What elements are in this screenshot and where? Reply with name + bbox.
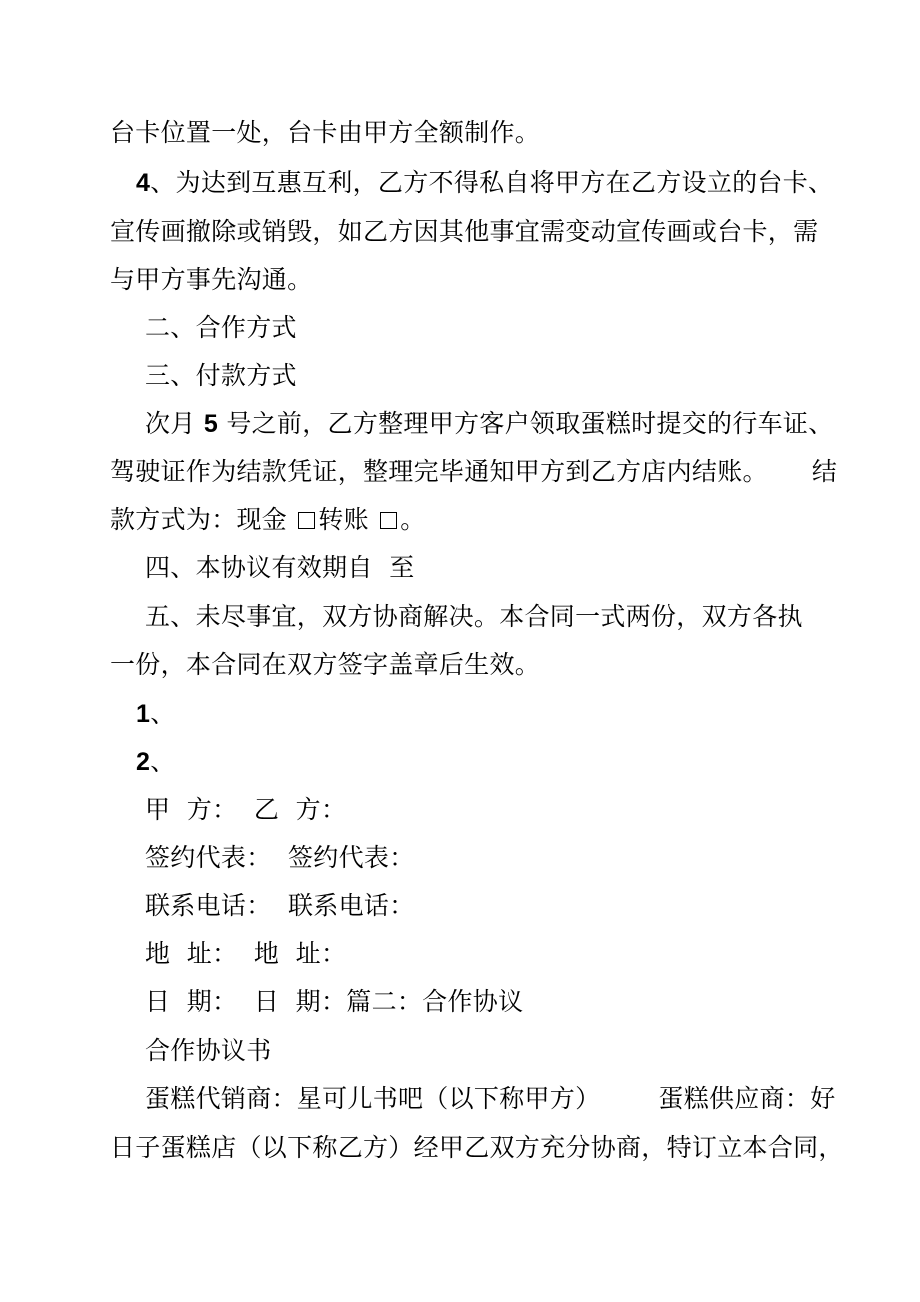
line-text: 结 xyxy=(811,457,838,486)
list-number: 1 xyxy=(136,700,151,728)
line-text: 与甲方事先沟通。 xyxy=(110,265,313,294)
line-text: 蛋糕代销商：星可儿书吧（以下称甲方） xyxy=(145,1084,601,1113)
signature-party-line xyxy=(145,793,346,827)
list-item-2 xyxy=(136,745,176,779)
line-text: 合作协议书 xyxy=(145,1036,272,1065)
cash-checkbox[interactable] xyxy=(298,512,315,529)
line-text: 地 址： 地 址： xyxy=(145,939,347,968)
line-text: 台卡位置一处，台卡由甲方全额制作。 xyxy=(110,118,541,147)
transfer-label: 转账 xyxy=(318,505,369,534)
line-text: 联系电话： 联系电话： xyxy=(145,891,415,920)
signature-representative-line xyxy=(145,841,415,875)
list-item-1 xyxy=(136,697,176,731)
paragraph-line-1 xyxy=(110,116,540,150)
parties-line-2 xyxy=(110,1131,844,1165)
section-heading-payment-method xyxy=(145,359,297,393)
clause-4-line-3 xyxy=(110,263,312,297)
section-heading-validity xyxy=(145,551,415,585)
section-heading-cooperation-method xyxy=(145,311,297,345)
day-number: 5 xyxy=(203,410,219,438)
line-text: 四、本协议有效期自 至 xyxy=(145,553,415,582)
clause-4-line-2 xyxy=(110,215,818,249)
line-text: 宣传画撤除或销毁，如乙方因其他事宜需变动宣传画或台卡，需 xyxy=(110,217,819,246)
payment-line-3 xyxy=(110,503,426,537)
payment-line-2 xyxy=(110,455,837,489)
line-text: 、 xyxy=(150,699,176,728)
line-text: 三、付款方式 xyxy=(145,361,297,390)
line-text: 号之前，乙方整理甲方客户领取蛋糕时提交的行车证、 xyxy=(226,409,834,438)
payment-line-1 xyxy=(145,407,834,441)
line-text: 签约代表： 签约代表： xyxy=(145,843,415,872)
line-text: 款方式为：现金 xyxy=(110,505,288,534)
line-text: 驾驶证作为结款凭证，整理完毕通知甲方到乙方店内结账。 xyxy=(110,457,768,486)
agreement-title xyxy=(145,1034,272,1068)
line-text: 二、合作方式 xyxy=(145,313,297,342)
line-text: 日 期： 日 期：篇二：合作协议 xyxy=(145,987,524,1016)
signature-date-line xyxy=(145,985,523,1019)
section-5-line-1 xyxy=(145,600,803,634)
parties-line-1 xyxy=(145,1082,836,1116)
line-text: 一份，本合同在双方签字盖章后生效。 xyxy=(110,650,541,679)
signature-address-line xyxy=(145,937,346,971)
transfer-checkbox[interactable] xyxy=(380,512,397,529)
line-text: 甲 方： 乙 方： xyxy=(145,795,347,824)
clause-4-line-1 xyxy=(136,166,833,200)
clause-number: 4 xyxy=(136,169,151,197)
line-text: 。 xyxy=(400,505,426,534)
list-number: 2 xyxy=(136,748,151,776)
signature-phone-line xyxy=(145,889,415,923)
line-text: 五、未尽事宜，双方协商解决。本合同一式两份，双方各执 xyxy=(145,602,803,631)
line-text: 蛋糕供应商：好 xyxy=(658,1084,836,1113)
line-text: 日子蛋糕店（以下称乙方）经甲乙双方充分协商，特订立本合同， xyxy=(110,1133,844,1162)
line-text: 次月 xyxy=(145,409,196,438)
line-text: 、 xyxy=(150,747,176,776)
line-text: 、为达到互惠互利，乙方不得私自将甲方在乙方设立的台卡、 xyxy=(150,168,834,197)
section-5-line-2 xyxy=(110,648,540,682)
